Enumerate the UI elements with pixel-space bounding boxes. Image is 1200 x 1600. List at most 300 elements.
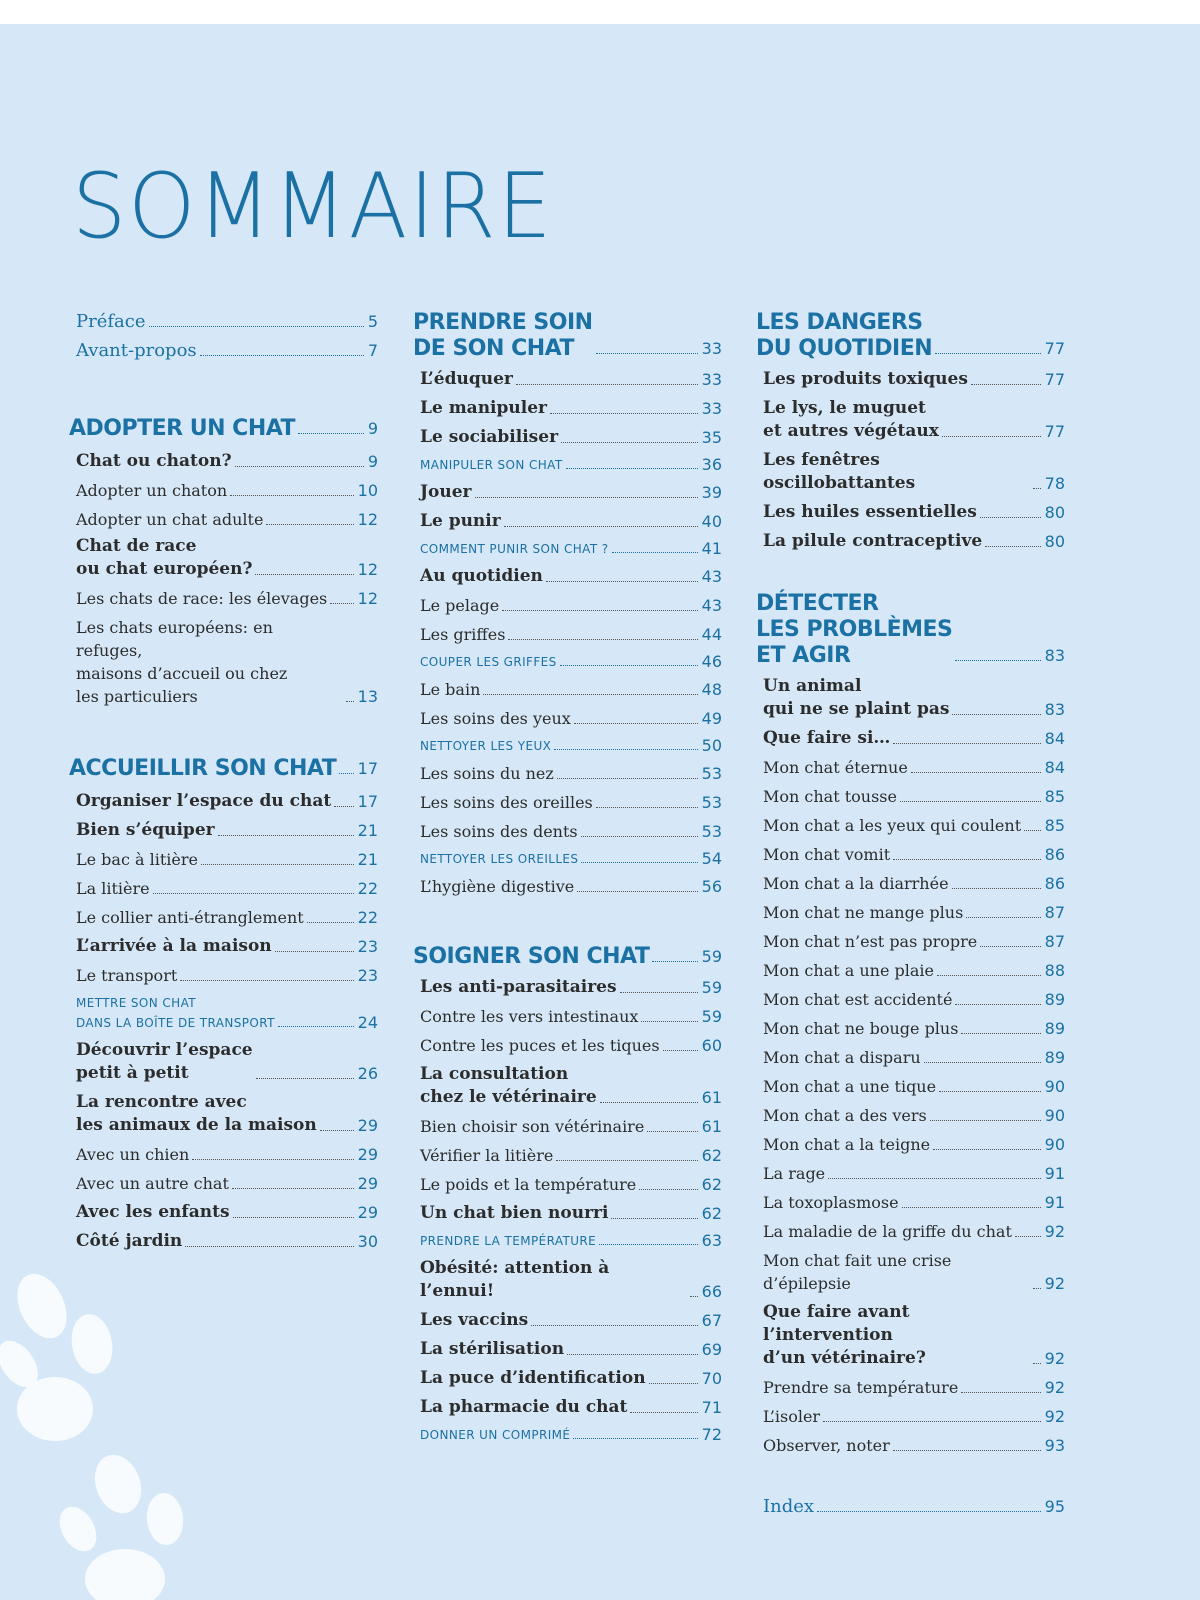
dot-leader bbox=[961, 1033, 1040, 1034]
dot-leader bbox=[955, 660, 1040, 661]
dot-leader bbox=[230, 495, 353, 496]
toc-entry-title: Mon chat a disparu bbox=[763, 1048, 921, 1067]
toc-entry bbox=[763, 843, 1065, 866]
toc-page-number: 91 bbox=[1044, 1193, 1065, 1212]
toc-entry bbox=[420, 1338, 722, 1361]
dot-leader bbox=[298, 433, 364, 434]
dot-leader bbox=[504, 526, 698, 527]
toc-page-number: 21 bbox=[357, 821, 378, 840]
dot-leader bbox=[902, 1207, 1041, 1208]
toc-page-number: 46 bbox=[701, 652, 722, 671]
toc-page-number: 22 bbox=[357, 879, 378, 898]
toc-entry-title: Un animal qui ne se plaint pas bbox=[763, 676, 950, 719]
toc-page-number: 77 bbox=[1044, 339, 1065, 358]
toc-entry-title: DÉTECTER LES PROBLÈMES ET AGIR bbox=[756, 591, 953, 668]
toc-page-number: 41 bbox=[701, 539, 722, 558]
toc-entry bbox=[763, 814, 1065, 837]
toc-page-number: 92 bbox=[1044, 1274, 1065, 1293]
dot-leader bbox=[235, 466, 364, 467]
toc-page-number: 67 bbox=[701, 1311, 722, 1330]
dot-leader bbox=[278, 1026, 354, 1027]
dot-leader bbox=[266, 524, 353, 525]
dot-leader bbox=[255, 574, 353, 575]
toc-page-number: 53 bbox=[701, 793, 722, 812]
toc-entry bbox=[763, 1301, 1065, 1370]
toc-entry bbox=[763, 368, 1065, 391]
toc-entry bbox=[420, 426, 722, 449]
toc-page-number: 69 bbox=[701, 1340, 722, 1359]
toc-entry bbox=[763, 501, 1065, 524]
toc-page-number: 62 bbox=[701, 1175, 722, 1194]
toc-page-number: 78 bbox=[1044, 474, 1065, 493]
page-title: SOMMAIRE bbox=[72, 154, 554, 259]
dot-leader bbox=[502, 610, 697, 611]
toc-entry-title: Les soins du nez bbox=[420, 764, 554, 783]
toc-entry bbox=[763, 449, 1065, 495]
toc-page-number: 40 bbox=[701, 512, 722, 531]
dot-leader bbox=[817, 1511, 1041, 1512]
toc-entry-title: Mon chat vomit bbox=[763, 845, 891, 864]
toc-entry-title: Mon chat fait une crise d’épilepsie bbox=[763, 1251, 952, 1293]
toc-entry-title: PRENDRE LA TEMPÉRATURE bbox=[420, 1234, 597, 1248]
toc-entry bbox=[420, 368, 722, 391]
toc-entry-title: Le bac à litière bbox=[76, 850, 198, 869]
toc-page-number: 83 bbox=[1044, 700, 1065, 719]
toc-entry bbox=[76, 819, 378, 842]
toc-entry bbox=[420, 707, 722, 730]
dot-leader bbox=[924, 1062, 1041, 1063]
dot-leader bbox=[937, 975, 1041, 976]
toc-chapter bbox=[756, 591, 1065, 669]
toc-entry bbox=[763, 1495, 1065, 1518]
toc-entry-title: Les chats de race: les élevages bbox=[76, 589, 328, 608]
toc-chapter bbox=[69, 416, 378, 442]
toc-entry-title: Le bain bbox=[420, 680, 481, 699]
dot-leader bbox=[930, 1120, 1041, 1121]
dot-leader bbox=[893, 859, 1041, 860]
toc-entry-title: Le manipuler bbox=[420, 398, 547, 418]
toc-entry-title: Jouer bbox=[420, 482, 472, 502]
toc-page-number: 49 bbox=[701, 709, 722, 728]
toc-chapter bbox=[413, 944, 722, 970]
toc-page-number: 59 bbox=[701, 947, 722, 966]
dot-leader bbox=[823, 1421, 1041, 1422]
dot-leader bbox=[620, 992, 698, 993]
toc-entry-title: Mon chat ne bouge plus bbox=[763, 1019, 959, 1038]
toc-entry bbox=[420, 849, 722, 869]
toc-entry bbox=[420, 1309, 722, 1332]
toc-entry-title: Les anti-parasitaires bbox=[420, 977, 617, 997]
toc-entry bbox=[76, 339, 378, 362]
toc-entry bbox=[76, 993, 378, 1033]
toc-page-number: 29 bbox=[357, 1116, 378, 1135]
toc-page-number: 72 bbox=[701, 1425, 722, 1444]
toc-entry-title: La rencontre avec les animaux de la maison bbox=[76, 1092, 317, 1135]
toc-entry-title: Bien s’équiper bbox=[76, 820, 215, 840]
toc-entry-title: Mon chat ne mange plus bbox=[763, 903, 964, 922]
toc-entry-title: La pilule contraceptive bbox=[763, 531, 983, 551]
toc-entry-title: Les soins des yeux bbox=[420, 709, 571, 728]
dot-leader bbox=[192, 1159, 353, 1160]
toc-entry bbox=[420, 875, 722, 898]
toc-entry-title: NETTOYER LES OREILLES bbox=[420, 852, 579, 866]
dot-leader bbox=[980, 517, 1041, 518]
dot-leader bbox=[980, 946, 1040, 947]
toc-page-number: 17 bbox=[357, 759, 378, 778]
toc-entry bbox=[420, 481, 722, 504]
toc-entry-title: Mon chat a une tique bbox=[763, 1077, 937, 1096]
dot-leader bbox=[952, 714, 1040, 715]
toc-page-number: 62 bbox=[701, 1146, 722, 1165]
toc-page-number: 84 bbox=[1044, 758, 1065, 777]
toc-chapter bbox=[756, 310, 1065, 362]
toc-page-number: 43 bbox=[701, 596, 722, 615]
toc-entry bbox=[76, 790, 378, 813]
toc-entry bbox=[420, 455, 722, 475]
dot-leader bbox=[233, 1217, 354, 1218]
toc-page-number: 77 bbox=[1044, 422, 1065, 441]
toc-page-number: 48 bbox=[701, 680, 722, 699]
toc-page-number: 24 bbox=[357, 1013, 378, 1032]
toc-entry-title: Avec un chien bbox=[76, 1145, 190, 1164]
dot-leader bbox=[153, 893, 354, 894]
toc-entry-title: L’éduquer bbox=[420, 369, 513, 389]
dot-leader bbox=[508, 639, 697, 640]
toc-entry bbox=[76, 587, 378, 610]
toc-page-number: 39 bbox=[701, 483, 722, 502]
dot-leader bbox=[939, 1091, 1041, 1092]
toc-page-number: 92 bbox=[1044, 1407, 1065, 1426]
dot-leader bbox=[1015, 1236, 1041, 1237]
dot-leader bbox=[596, 353, 698, 354]
toc-entry-title: Le sociabiliser bbox=[420, 427, 559, 447]
toc-entry-title: La puce d’identification bbox=[420, 1368, 646, 1388]
dot-leader bbox=[961, 1392, 1040, 1393]
toc-entry bbox=[763, 988, 1065, 1011]
dot-leader bbox=[647, 1131, 697, 1132]
dot-leader bbox=[546, 581, 698, 582]
dot-leader bbox=[971, 384, 1041, 385]
toc-entry-title: La consultation chez le vétérinaire bbox=[420, 1064, 597, 1107]
toc-entry-title: Contre les vers intestinaux bbox=[420, 1007, 639, 1026]
dot-leader bbox=[566, 468, 698, 469]
toc-page-number: 17 bbox=[357, 792, 378, 811]
toc-page-number: 84 bbox=[1044, 729, 1065, 748]
toc-entry bbox=[420, 1034, 722, 1057]
toc-entry bbox=[76, 848, 378, 871]
toc-entry-title: COMMENT PUNIR SON CHAT ? bbox=[420, 542, 609, 556]
toc-entry bbox=[763, 1220, 1065, 1243]
toc-page-number: 92 bbox=[1044, 1378, 1065, 1397]
toc-entry-title: Avec un autre chat bbox=[76, 1174, 229, 1193]
toc-entry-title: Les soins des oreilles bbox=[420, 793, 593, 812]
toc-page-number: 61 bbox=[701, 1088, 722, 1107]
dot-leader bbox=[200, 355, 364, 356]
toc-page-number: 43 bbox=[701, 567, 722, 586]
toc-entry bbox=[763, 1376, 1065, 1399]
toc-entry-title: Mon chat a les yeux qui coulent bbox=[763, 816, 1022, 835]
toc-entry-title: Le lys, le muguet et autres végétaux bbox=[763, 398, 939, 441]
dot-leader bbox=[893, 1450, 1041, 1451]
dot-leader bbox=[560, 665, 698, 666]
toc-page-number: 54 bbox=[701, 849, 722, 868]
toc-page-number: 44 bbox=[701, 625, 722, 644]
dot-leader bbox=[1033, 1363, 1041, 1364]
toc-column-1 bbox=[69, 310, 378, 1253]
toc-entry-title: Index bbox=[763, 1496, 815, 1517]
dot-leader bbox=[330, 603, 353, 604]
dot-leader bbox=[581, 862, 697, 863]
toc-entry bbox=[763, 756, 1065, 779]
toc-entry-title: Adopter un chat adulte bbox=[76, 510, 264, 529]
toc-page-number: 12 bbox=[357, 589, 378, 608]
toc-chapter bbox=[69, 756, 378, 782]
dot-leader bbox=[1033, 1288, 1041, 1289]
dot-leader bbox=[232, 1188, 354, 1189]
dot-leader bbox=[516, 384, 698, 385]
toc-entry bbox=[420, 1173, 722, 1196]
toc-entry bbox=[420, 1202, 722, 1225]
toc-entry bbox=[763, 1017, 1065, 1040]
toc-entry bbox=[420, 397, 722, 420]
toc-page-number: 83 bbox=[1044, 646, 1065, 665]
toc-page-number: 86 bbox=[1044, 845, 1065, 864]
dot-leader bbox=[639, 1189, 697, 1190]
toc-entry-title: Chat ou chaton? bbox=[76, 451, 232, 471]
toc-entry bbox=[420, 1115, 722, 1138]
dot-leader bbox=[952, 888, 1041, 889]
toc-chapter bbox=[413, 310, 722, 362]
toc-page-number: 95 bbox=[1044, 1497, 1065, 1516]
toc-entry-title: Avant-propos bbox=[76, 340, 197, 361]
toc-entry-title: Côté jardin bbox=[76, 1231, 183, 1251]
toc-page-number: 70 bbox=[701, 1369, 722, 1388]
toc-entry bbox=[763, 1162, 1065, 1185]
toc-page-number: 23 bbox=[357, 937, 378, 956]
toc-entry bbox=[76, 935, 378, 958]
toc-entry bbox=[420, 1005, 722, 1028]
dot-leader bbox=[630, 1412, 697, 1413]
toc-entry-title: Mon chat tousse bbox=[763, 787, 897, 806]
toc-entry-title: Les produits toxiques bbox=[763, 369, 968, 389]
dot-leader bbox=[218, 835, 354, 836]
dot-leader bbox=[483, 694, 697, 695]
toc-entry-title: La toxoplasmose bbox=[763, 1193, 899, 1212]
toc-entry-title: Les huiles essentielles bbox=[763, 502, 977, 522]
toc-page-number: 90 bbox=[1044, 1135, 1065, 1154]
toc-entry-title: Mon chat n’est pas propre bbox=[763, 932, 978, 951]
toc-page bbox=[0, 24, 1200, 1600]
toc-entry-title: Prendre sa température bbox=[763, 1378, 959, 1397]
toc-entry bbox=[420, 565, 722, 588]
toc-page-number: 29 bbox=[357, 1145, 378, 1164]
toc-page-number: 92 bbox=[1044, 1222, 1065, 1241]
toc-entry bbox=[763, 1046, 1065, 1069]
toc-entry-title: Observer, noter bbox=[763, 1436, 890, 1455]
toc-entry-title: L’isoler bbox=[763, 1407, 821, 1426]
toc-page-number: 86 bbox=[1044, 874, 1065, 893]
toc-page-number: 77 bbox=[1044, 370, 1065, 389]
toc-entry-title: Contre les puces et les tiques bbox=[420, 1036, 660, 1055]
toc-entry bbox=[763, 1075, 1065, 1098]
toc-page-number: 66 bbox=[701, 1282, 722, 1301]
toc-page-number: 80 bbox=[1044, 503, 1065, 522]
toc-page-number: 60 bbox=[701, 1036, 722, 1055]
dot-leader bbox=[574, 723, 698, 724]
toc-entry-title: Que faire avant l’intervention d’un vétérinaire? bbox=[763, 1302, 926, 1368]
toc-page-number: 80 bbox=[1044, 532, 1065, 551]
toc-page-number: 10 bbox=[357, 481, 378, 500]
toc-entry-title: La rage bbox=[763, 1164, 826, 1183]
toc-entry bbox=[763, 785, 1065, 808]
dot-leader bbox=[649, 1383, 698, 1384]
toc-entry bbox=[763, 930, 1065, 953]
dot-leader bbox=[828, 1178, 1040, 1179]
dot-leader bbox=[573, 1438, 697, 1439]
toc-page-number: 91 bbox=[1044, 1164, 1065, 1183]
dot-leader bbox=[339, 773, 353, 774]
toc-page-number: 87 bbox=[1044, 903, 1065, 922]
toc-entry bbox=[420, 1144, 722, 1167]
dot-leader bbox=[1033, 488, 1041, 489]
toc-entry-title: Le punir bbox=[420, 511, 501, 531]
toc-entry bbox=[76, 616, 378, 708]
toc-entry bbox=[763, 1249, 1065, 1295]
toc-entry bbox=[420, 678, 722, 701]
dot-leader bbox=[581, 836, 698, 837]
toc-entry bbox=[763, 872, 1065, 895]
toc-entry bbox=[76, 1039, 378, 1085]
toc-entry-title: Mon chat a des vers bbox=[763, 1106, 927, 1125]
toc-entry-title: ACCUEILLIR SON CHAT bbox=[69, 756, 337, 781]
toc-entry bbox=[763, 1191, 1065, 1214]
toc-entry-title: Adopter un chaton bbox=[76, 481, 228, 500]
dot-leader bbox=[185, 1246, 353, 1247]
toc-entry-title: Le collier anti-étranglement bbox=[76, 908, 304, 927]
toc-entry-title: METTRE SON CHAT DANS LA BOÎTE DE TRANSPORT bbox=[76, 996, 275, 1030]
toc-page-number: 59 bbox=[701, 978, 722, 997]
toc-entry-title: La pharmacie du chat bbox=[420, 1397, 628, 1417]
toc-entry bbox=[420, 820, 722, 843]
toc-page-number: 71 bbox=[701, 1398, 722, 1417]
toc-entry bbox=[763, 1133, 1065, 1156]
toc-entry bbox=[76, 479, 378, 502]
dot-leader bbox=[690, 1296, 698, 1297]
toc-page-number: 53 bbox=[701, 764, 722, 783]
dot-leader bbox=[275, 951, 354, 952]
toc-entry bbox=[763, 1434, 1065, 1457]
toc-page-number: 88 bbox=[1044, 961, 1065, 980]
toc-entry bbox=[420, 652, 722, 672]
toc-page-number: 29 bbox=[357, 1203, 378, 1222]
toc-page-number: 35 bbox=[701, 428, 722, 447]
dot-leader bbox=[942, 436, 1041, 437]
dot-leader bbox=[935, 353, 1041, 354]
toc-entry bbox=[420, 791, 722, 814]
toc-page-number: 89 bbox=[1044, 1048, 1065, 1067]
toc-page-number: 85 bbox=[1044, 787, 1065, 806]
toc-entry-title: La litière bbox=[76, 879, 150, 898]
toc-page-number: 22 bbox=[357, 908, 378, 927]
toc-entry bbox=[420, 1396, 722, 1419]
dot-leader bbox=[550, 413, 698, 414]
toc-entry-title: L’hygiène digestive bbox=[420, 877, 575, 896]
dot-leader bbox=[985, 546, 1040, 547]
toc-page-number: 33 bbox=[701, 370, 722, 389]
toc-entry bbox=[420, 736, 722, 756]
toc-entry-title: Bien choisir son vétérinaire bbox=[420, 1117, 645, 1136]
toc-entry-title: Préface bbox=[76, 311, 146, 332]
dot-leader bbox=[307, 922, 354, 923]
toc-page-number: 9 bbox=[367, 419, 378, 438]
dot-leader bbox=[911, 772, 1041, 773]
toc-entry bbox=[76, 535, 378, 581]
dot-leader bbox=[599, 1244, 698, 1245]
toc-entry-title: Les chats européens: en refuges, maisons d’accueil ou chez les particuliers bbox=[76, 618, 288, 706]
toc-entry-title: Que faire si… bbox=[763, 728, 891, 748]
toc-entry bbox=[763, 397, 1065, 443]
toc-entry bbox=[420, 976, 722, 999]
dot-leader bbox=[256, 1078, 354, 1079]
dot-leader bbox=[933, 1149, 1041, 1150]
toc-entry-title: Avec les enfants bbox=[76, 1202, 230, 1222]
dot-leader bbox=[641, 1021, 697, 1022]
toc-entry-title: SOIGNER SON CHAT bbox=[413, 944, 650, 969]
toc-entry-title: Les soins des dents bbox=[420, 822, 578, 841]
toc-entry-title: Les vaccins bbox=[420, 1310, 529, 1330]
toc-entry-title: Mon chat a la teigne bbox=[763, 1135, 931, 1154]
toc-entry-title: ADOPTER UN CHAT bbox=[69, 416, 296, 441]
toc-page-number: 30 bbox=[357, 1232, 378, 1251]
toc-page-number: 21 bbox=[357, 850, 378, 869]
toc-page-number: 12 bbox=[357, 510, 378, 529]
toc-page-number: 53 bbox=[701, 822, 722, 841]
dot-leader bbox=[600, 1102, 698, 1103]
toc-entry-title: Mon chat est accidenté bbox=[763, 990, 953, 1009]
toc-entry bbox=[76, 450, 378, 473]
dot-leader bbox=[567, 1354, 698, 1355]
toc-entry bbox=[76, 1091, 378, 1137]
toc-entry-title: Vérifier la litière bbox=[420, 1146, 554, 1165]
toc-entry-title: Le transport bbox=[76, 966, 178, 985]
toc-entry bbox=[763, 675, 1065, 721]
dot-leader bbox=[180, 980, 353, 981]
toc-page-number: 90 bbox=[1044, 1106, 1065, 1125]
toc-entry-title: COUPER LES GRIFFES bbox=[420, 655, 557, 669]
toc-page-number: 59 bbox=[701, 1007, 722, 1026]
toc-page-number: 33 bbox=[701, 339, 722, 358]
dot-leader bbox=[966, 917, 1040, 918]
toc-entry bbox=[420, 539, 722, 559]
toc-entry-title: PRENDRE SOIN DE SON CHAT bbox=[413, 310, 593, 361]
dot-leader bbox=[893, 743, 1040, 744]
toc-entry-title: Un chat bien nourri bbox=[420, 1203, 609, 1223]
dot-leader bbox=[652, 961, 697, 962]
toc-entry-title: Les fenêtres oscillobattantes bbox=[763, 450, 916, 493]
toc-entry-title: Mon chat a une plaie bbox=[763, 961, 934, 980]
toc-entry bbox=[420, 623, 722, 646]
toc-entry bbox=[763, 1405, 1065, 1428]
toc-entry bbox=[763, 1104, 1065, 1127]
dot-leader bbox=[577, 891, 697, 892]
toc-page-number: 56 bbox=[701, 877, 722, 896]
toc-entry-title: MANIPULER SON CHAT bbox=[420, 458, 563, 472]
toc-entry-title: Le pelage bbox=[420, 596, 500, 615]
dot-leader bbox=[663, 1050, 698, 1051]
toc-entry bbox=[420, 1231, 722, 1251]
toc-entry bbox=[76, 1201, 378, 1224]
toc-entry-title: L’arrivée à la maison bbox=[76, 936, 272, 956]
